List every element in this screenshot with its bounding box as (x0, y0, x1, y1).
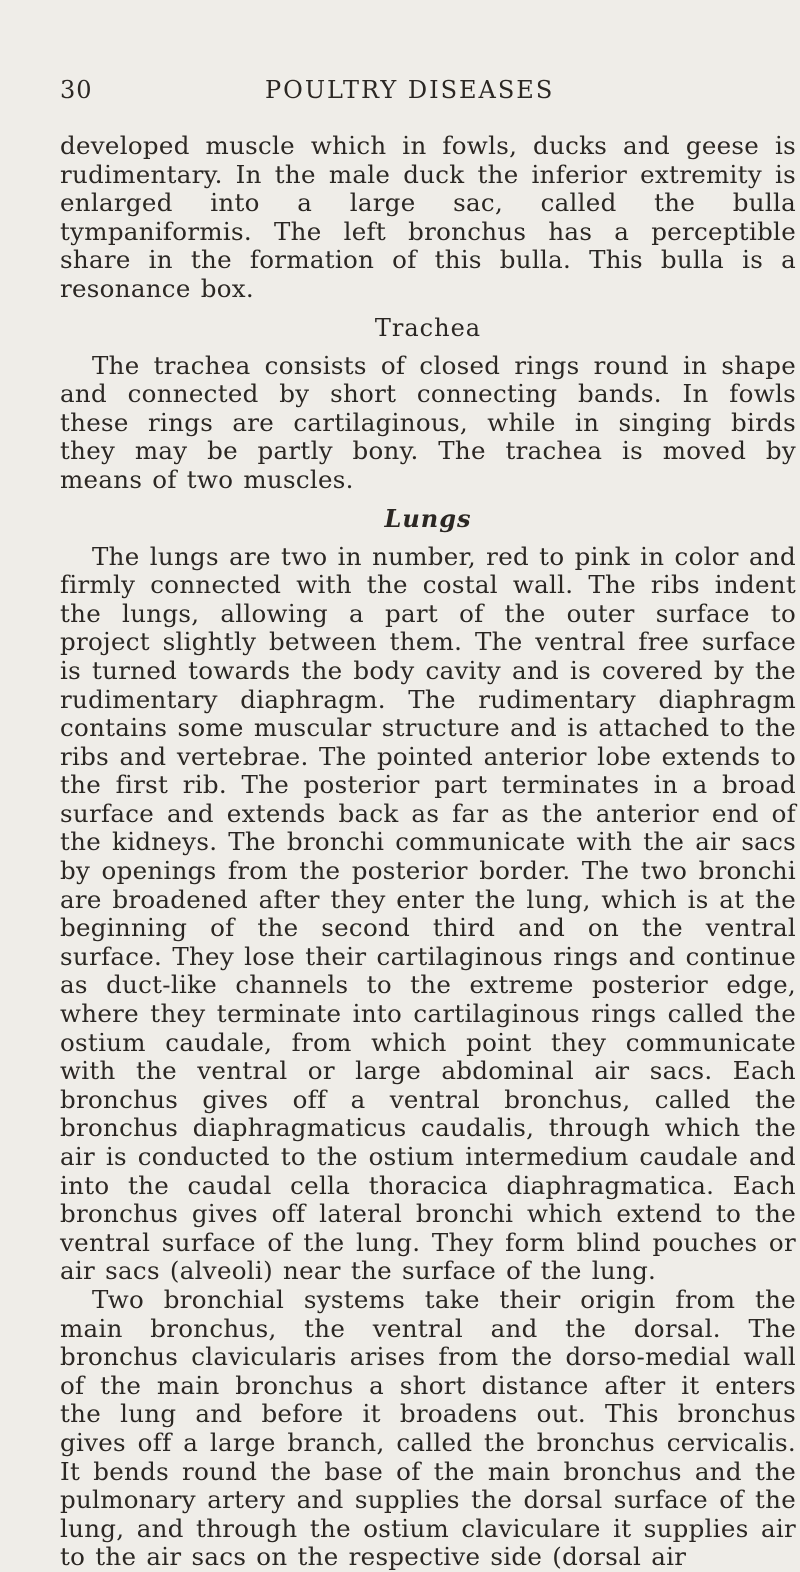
page-number: 30 (60, 76, 93, 104)
book-title: POULTRY DISEASES (265, 76, 555, 104)
trachea-paragraph: The trachea consists of closed rings round in shape and connected by short connecting bands. In fowls these rings are cartilaginous, while in singing birds they may be partly bony. The trachea is moved by means of two muscles. (60, 350, 796, 494)
bronchial-systems-paragraph: Two bronchial systems take their origin from the main bronchus, the ventral and the dorsal. The bronchus clavicularis arises from the dorso-medial wall of the main bronchus a short distance after it enters the lung and before it broadens out. This bronchus gives off a large branch, called the bronchus cervicalis. It bends round the base of the main bronchus and the pulmonary artery and supplies the dorsal surface of the lung, and through the ostium claviculare it supplies air to the air sacs on the respective side (dorsal air (60, 1284, 796, 1572)
section-heading-lungs: Lungs (384, 503, 472, 533)
lungs-paragraph: The lungs are two in number, red to pink in color and firmly connected with the costal wall. The ribs indent the lungs, allowing a part of the outer surface to project slightly between them. The ventral free surface is turned towards the body cavity and is covered by the rudimentary diaphragm. The rudimentary diaphragm contains some muscular structure and is attached to the ribs and vertebrae. The pointed anterior lobe extends to the first rib. The posterior part terminates in a broad surface and extends back as far as the anterior end of the kidneys. The bronchi communicate with the air sacs by openings from the posterior border. The two bronchi are broadened after they enter the lung, which is at the beginning of the second third and on the ventral surface. They lose their cartilaginous rings and continue as duct-like channels to the extreme posterior edge, where they terminate into cartilaginous rings called the ostium caudale, from which point they communicate with the ventral or large abdominal air sacs. Each bronchus gives off a ventral bronchus, called the bronchus diaphragmaticus caudalis, through which the air is conducted to the ostium intermedium caudale and into the caudal cella thoracica diaphragmatica. Each bronchus gives off lateral bronchi which extend to the ventral surface of the lung. They form blind pouches or air sacs (alveoli) near the surface of the lung. (60, 541, 796, 1286)
section-heading-trachea: Trachea (374, 313, 482, 342)
body-text (60, 132, 796, 1572)
running-head (60, 76, 780, 112)
intro-paragraph: developed muscle which in fowls, ducks and geese is rudimentary. In the male duck the inferior extremity is enlarged into a large sac, called the bulla tympaniformis. The left bronchus has a perceptible share in the formation of this bulla. This bulla is a resonance box. (60, 131, 796, 303)
